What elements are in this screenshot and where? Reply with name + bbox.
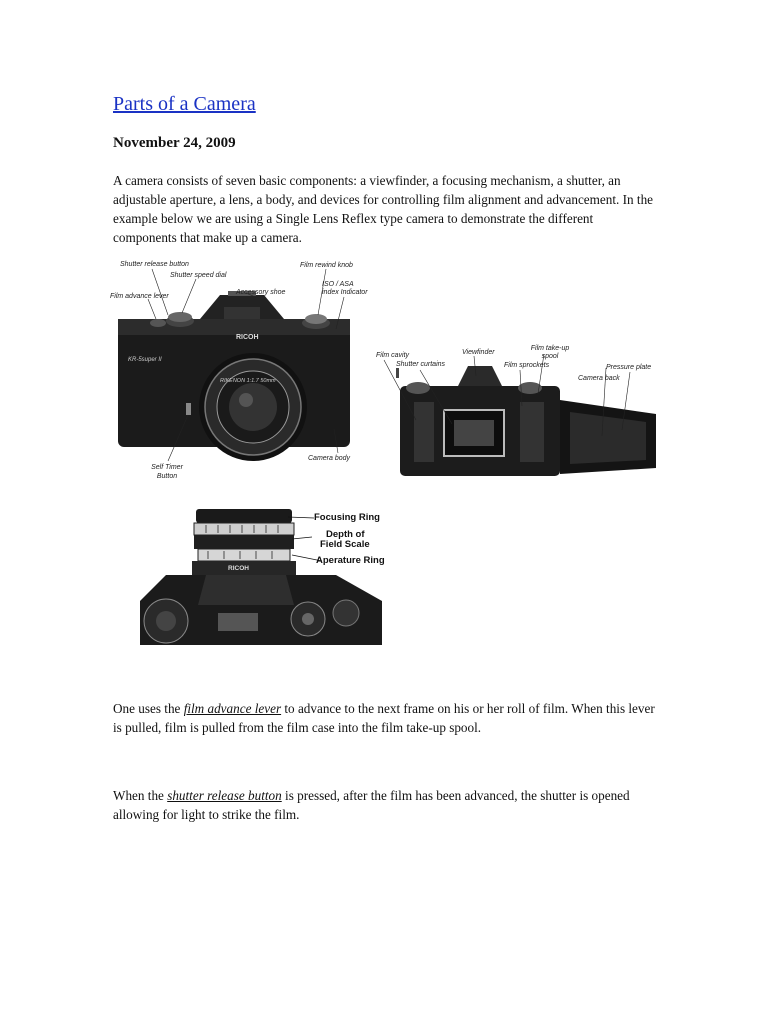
shutter-release-button-term: shutter release button	[167, 788, 282, 803]
label-self-timer-2: Button	[156, 473, 178, 480]
film-advance-lever-term: film advance lever	[183, 701, 282, 716]
label-take-up-1: Film take-up	[530, 345, 570, 352]
label-accessory-shoe: Accessory shoe	[236, 289, 286, 296]
label-depth-2: Field Scale	[320, 539, 370, 550]
label-pressure-plate: Pressure plate	[606, 364, 652, 371]
label-film-cavity: Film cavity	[376, 352, 410, 359]
label-camera-body: Camera body	[308, 455, 351, 462]
intro-paragraph: A camera consists of seven basic components: a viewfinder, a focusing mechanism, a shutter, an adjustable aperture, a lens, a body, and devices for controlling film alignment and advancement. In the example below we are using a Single Lens Reflex type camera to demonstrate the different components that make up a camera.	[113, 173, 654, 245]
label-film-rewind-knob: Film rewind knob	[300, 262, 353, 269]
label-viewfinder: Viewfinder	[462, 349, 495, 356]
camera-front-figure	[108, 257, 368, 487]
label-shutter-speed-dial: Shutter speed dial	[170, 272, 227, 279]
label-film-advance-lever: Film advance lever	[110, 293, 169, 300]
label-shutter-curtains: Shutter curtains	[396, 361, 446, 368]
label-film-sprockets: Film sprockets	[504, 362, 550, 369]
post-date: November 24, 2009	[113, 135, 236, 151]
page-title[interactable]: Parts of a Camera	[113, 93, 256, 115]
label-take-up-2: spool	[541, 353, 559, 360]
camera-model-mark: KR-5super II	[128, 357, 162, 363]
label-focusing-ring: Focusing Ring	[314, 512, 380, 523]
label-aperture-ring: Aperature Ring	[316, 555, 385, 566]
label-shutter-release-button: Shutter release button	[120, 261, 189, 268]
label-iso-asa-2: index Indicator	[322, 289, 368, 296]
label-self-timer-1: Self Timer	[151, 464, 183, 471]
label-iso-asa-1: ISO / ASA	[322, 281, 354, 288]
camera-top-illustration	[136, 505, 386, 653]
camera-top-figure	[136, 505, 386, 653]
label-camera-back: Camera back	[578, 375, 620, 382]
camera-brand-mark: RICOH	[236, 334, 259, 341]
label-depth-1: Depth of	[326, 529, 365, 540]
film-advance-paragraph: One uses the film advance lever to advance to the next frame on his or her roll of film. When this lever is pulled, film is pulled from the film case into the film take-up spool.	[113, 701, 655, 735]
shutter-release-paragraph: When the shutter release button is pressed, after the film has been advanced, the shutter is opened allowing for light to strike the film.	[113, 788, 630, 822]
top-brand-mark: RICOH	[228, 565, 249, 572]
lens-ring-text: RIKENON 1:1.7 50mm	[220, 378, 276, 384]
camera-back-figure	[370, 340, 656, 490]
